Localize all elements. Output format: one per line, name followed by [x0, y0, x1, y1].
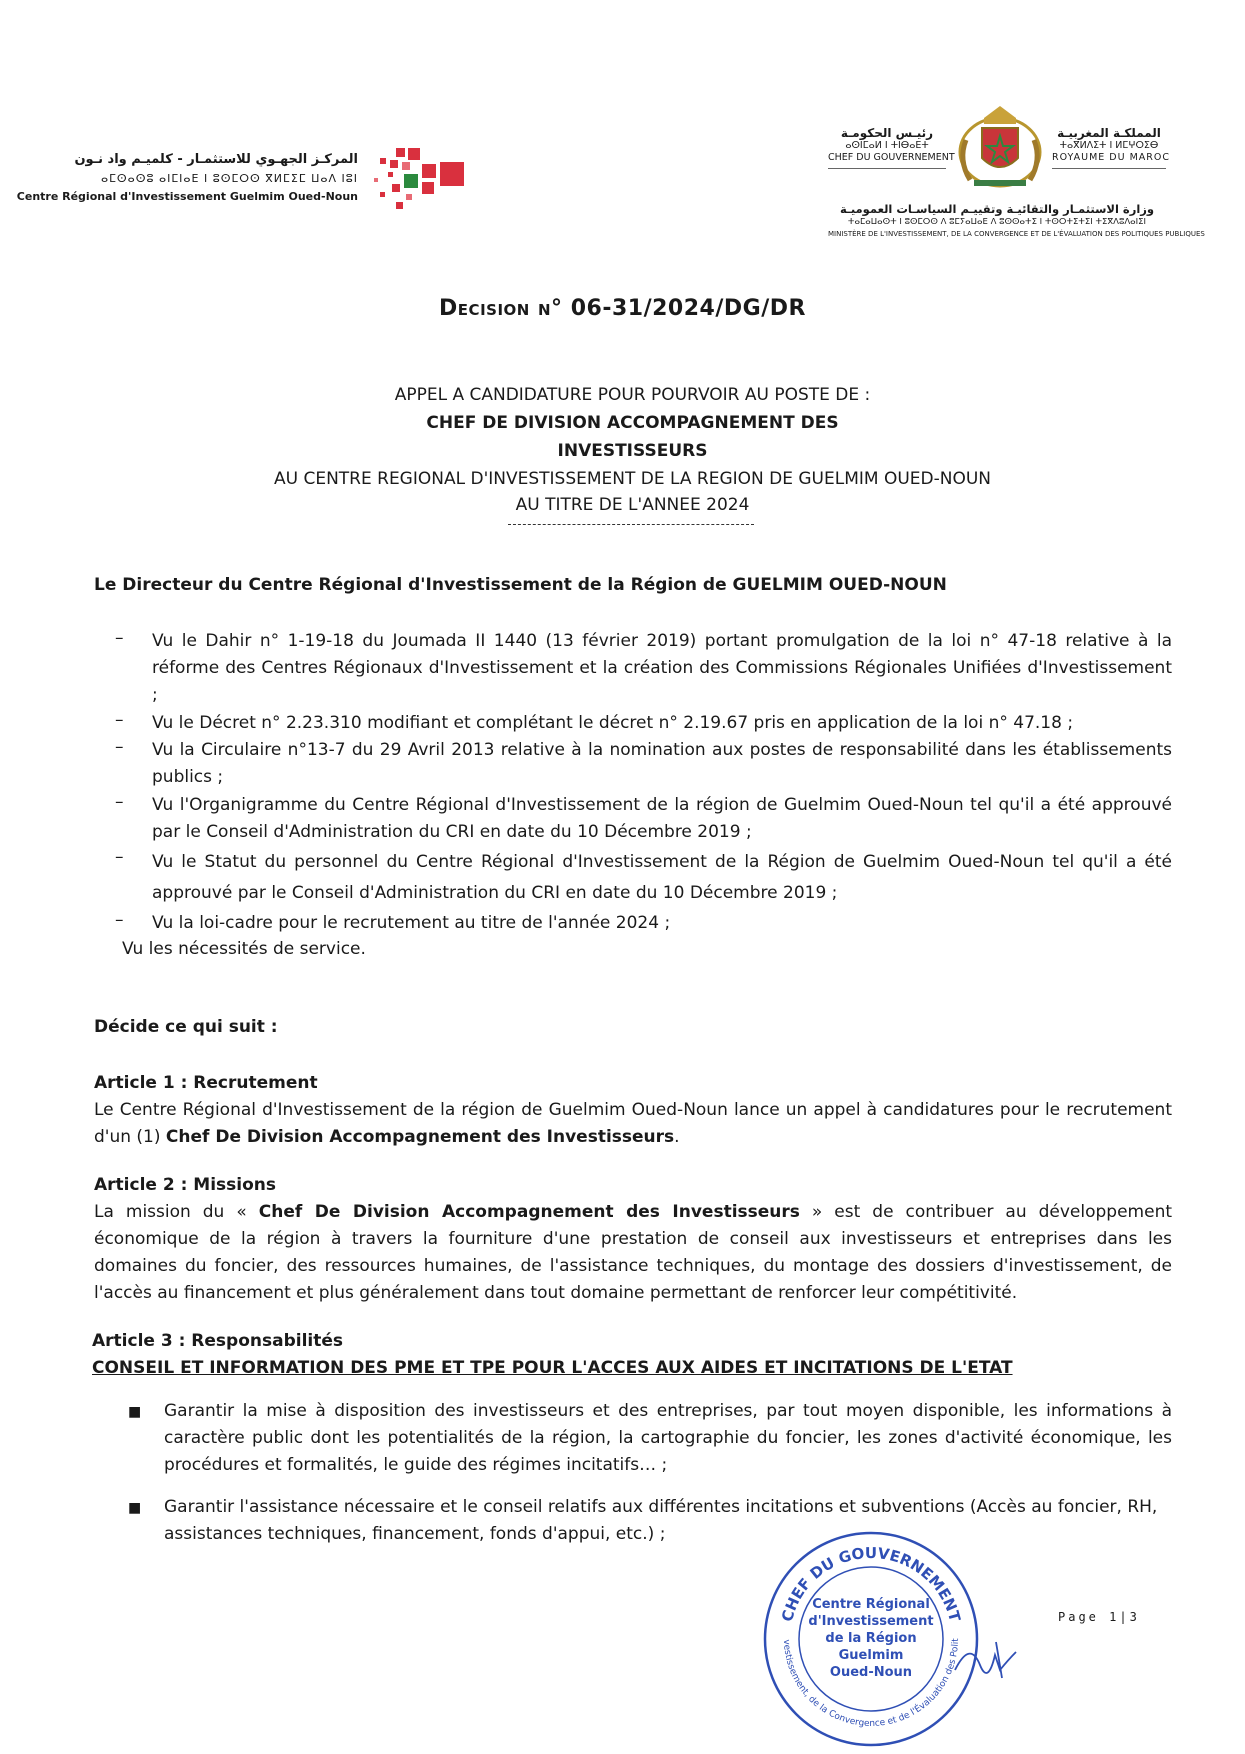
consideration-3: Vu la Circulaire n°13-7 du 29 Avril 2013 relative à la nomination aux postes de responsabilité dans les établissements publics ; — [152, 740, 1172, 787]
government-tifinagh: ⴰⵙⵏⵎⴰⵍ ⵏ ⵜⵏⴱⴰⴹⵜ — [845, 140, 929, 151]
bullet-icon: ■ — [128, 1404, 142, 1420]
ministry-tifinagh: ⵜⴰⵎⴰⵡⴰⵙⵜ ⵏ ⵓⵙⵎⵔⵙ ⴷ ⵓⵎⵢⴰⵡⴰⴹ ⴷ ⵓⵙⵙⴰⵜⵉ ⵏ ⵜⵙⵔⵜⵉⵜⵉⵏ ⵜⵉⴳⴷⵓⴷⴰⵏⵉⵏ — [847, 217, 1147, 227]
article-3-title: Article 3 : Responsabilités — [92, 1331, 344, 1351]
official-stamp — [760, 1528, 982, 1750]
stamp-outer-top: CHEF DU GOUVERNEMENT — [778, 1543, 964, 1624]
subject-line-4: AU CENTRE REGIONAL D'INVESTISSEMENT DE LA REGION DE GUELMIM OUED-NOUN — [273, 469, 991, 489]
kingdom-tifinagh: ⵜⴰⴳⵍⴷⵉⵜ ⵏ ⵍⵎⵖⵔⵉⴱ — [1059, 140, 1159, 151]
ministry-arabic: وزارة الاستثمـار والتقائيـة وتقييـم السياسـات العموميـة — [839, 202, 1155, 216]
consideration-2: Vu le Décret n° 2.23.310 modifiant et complétant le décret n° 2.19.67 pris en application de la loi n° 47.18 ; — [152, 713, 1074, 733]
kingdom-arabic: المملكـة المغربيـة — [1057, 126, 1161, 140]
cri-arabic-name: المركـز الجهـوي للاستثمـار - كلميـم واد نـون — [74, 152, 358, 167]
coat-of-arms-icon — [954, 100, 1046, 190]
stamp-inner-3: de la Région — [825, 1631, 917, 1646]
subject-line-1: APPEL A CANDIDATURE POUR POURVOIR AU POSTE DE : — [394, 385, 871, 405]
consideration-6: Vu la loi-cadre pour le recrutement au titre de l'année 2024 ; — [152, 913, 671, 933]
page-number: Page 1|3 — [1058, 1610, 1140, 1624]
stamp-outer-bottom: vestissement, de la Convergence et de l'Évaluation des Polit — [780, 1638, 962, 1730]
subject-line-5: AU TITRE DE L'ANNEE 2024 — [515, 495, 750, 515]
stamp-inner-2: d'Investissement — [808, 1614, 934, 1629]
director-line: Le Directeur du Centre Régional d'Investissement de la Région de GUELMIM OUED-NOUN — [94, 575, 947, 595]
article-2-text-a: La mission du « — [94, 1202, 259, 1222]
article-1-post: Chef De Division Accompagnement des Investisseurs — [165, 1127, 675, 1147]
stamp-inner — [800, 1596, 942, 1681]
ministry-block — [828, 202, 1205, 240]
article-1-text-a: Le Centre Régional d'Investissement de la région de Guelmim Oued-Noun lance un appel à candidatures pour le recrutement d'un (1) — [94, 1100, 1172, 1147]
ministry-french: MINISTÈRE DE L'INVESTISSEMENT, DE LA CONVERGENCE ET DE L'ÉVALUATION DES POLITIQUES PUBLIQUES — [828, 230, 1205, 238]
decision-number: 06-31/2024/DG/DR — [570, 296, 806, 321]
article-2-post: Chef De Division Accompagnement des Investisseurs — [258, 1202, 800, 1222]
cri-french-name: Centre Régional d'Investissement Guelmim Oued-Noun — [16, 190, 358, 203]
consideration-1: Vu le Dahir n° 1-19-18 du Joumada II 1440 (13 février 2019) portant promulgation de la loi n° 47-18 relative à la réforme des Centres Régionaux d'Investissement et la création des Commissions Régionales Unifiées d'Investissement ; — [152, 631, 1172, 705]
government-french: CHEF DU GOUVERNEMENT — [828, 152, 955, 163]
subject-line-3: INVESTISSEURS — [557, 441, 708, 461]
decision-title — [0, 296, 1245, 321]
subject-line-2: CHEF DE DIVISION ACCOMPAGNEMENT DES — [426, 413, 839, 433]
article-2-text-c: » est de contribuer au développement économique de la région à travers la fourniture d'une prestation de conseil aux investisseurs et entreprises dans les domaines du foncier, des ressources humaines, de l'assistance techniques, du montage des dossiers d'investissement, de l'accès au financement et plus généralement dans tout domaine permettant de renforcer leur compétitivité. — [94, 1202, 1173, 1303]
article-3-bullet-2: Garantir l'assistance nécessaire et le conseil relatifs aux différentes incitations et subventions (Accès au foncier, RH, assistances techniques, financement, fonds d'appui, etc.) ; — [164, 1497, 1158, 1544]
stamp-inner-4: Guelmim — [838, 1648, 904, 1663]
article-1-text — [94, 1097, 1172, 1151]
article-2-text — [94, 1199, 1172, 1307]
consideration-last: Vu les nécessités de service. — [122, 939, 366, 959]
government-block — [828, 126, 955, 169]
article-1-title: Article 1 : Recrutement — [94, 1073, 318, 1093]
cri-logo — [16, 140, 468, 220]
consideration-4: Vu l'Organigramme du Centre Régional d'Investissement de la région de Guelmim Oued-Noun tel qu'il a été approuvé par le Conseil d'Administration du CRI en date du 10 Décembre 2019 ; — [152, 795, 1172, 842]
decide-heading: Décide ce qui suit : — [94, 1017, 278, 1037]
article-2-title: Article 2 : Missions — [94, 1175, 277, 1195]
cri-squares-icon — [366, 148, 468, 210]
title-divider — [508, 524, 754, 525]
decision-prefix: Decision n° — [439, 296, 563, 321]
article-3-bullet-1: Garantir la mise à disposition des investisseurs et des entreprises, par tout moyen disponible, les informations à caractère public dont les potentialités de la région, la cartographie du foncier, les zones d'activité économique, les procédures et formalités, le guide des régimes incitatifs… ; — [164, 1401, 1172, 1475]
consideration-5: Vu le Statut du personnel du Centre Régional d'Investissement de la Région de Guelmim Oued-Noun tel qu'il a été approuvé par le Conseil d'Administration du CRI en date du 10 Décembre 2019 ; — [152, 852, 1172, 903]
signature-icon — [950, 1630, 1020, 1690]
stamp-inner-5: Oued-Noun — [829, 1665, 913, 1680]
kingdom-block — [1052, 126, 1170, 169]
article-3-subtitle: CONSEIL ET INFORMATION DES PME ET TPE POUR L'ACCES AUX AIDES ET INCITATIONS DE L'ETAT — [92, 1358, 1013, 1378]
kingdom-french: ROYAUME DU MAROC — [1052, 152, 1170, 163]
stamp-inner-1: Centre Régional — [812, 1597, 930, 1612]
cri-tifinagh-name: ⴰⵎⵙⴰⵙⵓ ⴰⵏⵎⵏⴰⴹ ⵏ ⵓⵙⵎⵔⵙ ⴳⵍⵎⵉⵎ ⵡⴰⴷ ⵏⵓⵏ — [100, 172, 358, 185]
article-1-text-c: . — [674, 1127, 680, 1147]
bullet-icon: ■ — [128, 1500, 142, 1516]
government-arabic: رئيـس الحكومـة — [840, 126, 934, 140]
